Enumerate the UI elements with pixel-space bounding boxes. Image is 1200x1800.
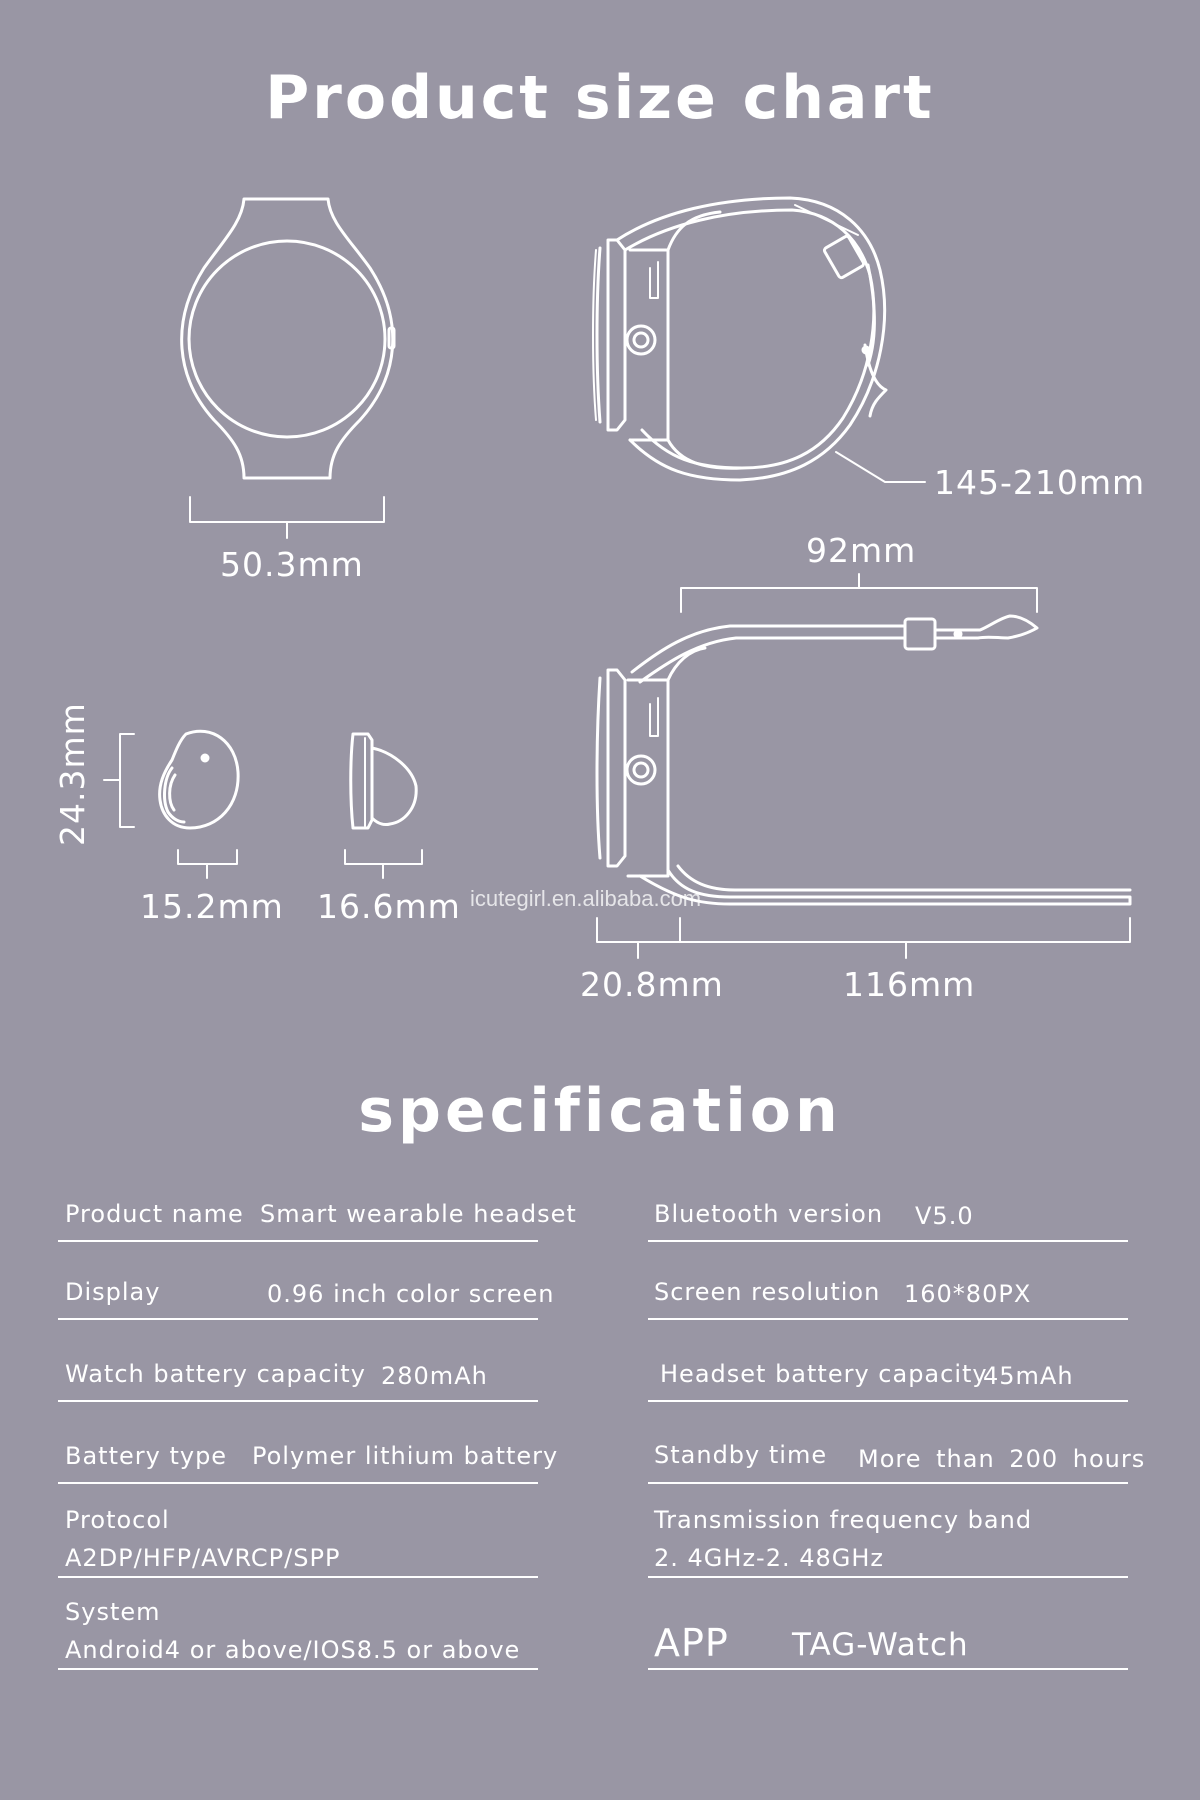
spec-label: Battery type (65, 1442, 228, 1470)
band-extension-bracket (681, 574, 1037, 612)
spec-value: More than 200 hours (858, 1445, 1146, 1473)
spec-row-headset-battery (648, 1344, 1128, 1402)
spec-value: 2. 4GHz-2. 48GHz (654, 1544, 885, 1572)
spec-value: V5.0 (915, 1202, 974, 1230)
spec-row-screen-resolution (648, 1264, 1128, 1320)
spec-label: Standby time (654, 1441, 828, 1469)
watch-side-view (593, 198, 886, 480)
band-extension-label: 92mm (806, 531, 917, 570)
spec-row-standby-time (648, 1426, 1146, 1484)
spec-value: 160*80PX (904, 1280, 1032, 1308)
specification-title: specification (358, 1076, 842, 1146)
spec-label: APP (654, 1621, 729, 1665)
earbud-side-view (351, 734, 416, 828)
watch-front-view (182, 199, 394, 478)
spec-label: System (65, 1598, 161, 1626)
watermark: icutegirl.en.alibaba.com (470, 886, 702, 911)
spec-row-bluetooth (648, 1186, 1128, 1242)
band-length-label: 116mm (843, 965, 976, 1004)
spec-label: Display (65, 1278, 161, 1306)
spec-row-display (58, 1264, 555, 1320)
spec-row-battery-type (58, 1426, 559, 1484)
spec-value: 280mAh (381, 1362, 488, 1390)
band-circumference-leader (836, 452, 925, 482)
spec-value: Android4 or above/IOS8.5 or above (65, 1636, 521, 1664)
watch-width-bracket (190, 497, 384, 538)
watch-thickness-label: 20.8mm (580, 965, 724, 1004)
spec-value: A2DP/HFP/AVRCP/SPP (65, 1544, 341, 1572)
spec-row-system (58, 1592, 538, 1670)
thickness-length-bracket (597, 918, 1130, 958)
spec-row-frequency-band (648, 1500, 1128, 1578)
earbud-brackets (104, 734, 422, 878)
earbud-front-view (160, 731, 239, 828)
spec-value: Polymer lithium battery (252, 1442, 559, 1470)
spec-row-watch-battery (58, 1344, 538, 1402)
earbud-depth-label: 16.6mm (317, 887, 461, 926)
spec-label: Bluetooth version (654, 1200, 884, 1228)
earbud-height-label: 24.3mm (53, 702, 92, 846)
watch-width-label: 50.3mm (220, 545, 364, 584)
spec-row-product-name (58, 1186, 577, 1242)
spec-label: Product name (65, 1200, 244, 1228)
spec-label: Transmission frequency band (654, 1506, 1033, 1534)
spec-label: Screen resolution (654, 1278, 881, 1306)
spec-label: Watch battery capacity (65, 1360, 366, 1388)
page-title: Product size chart (265, 63, 935, 133)
watch-open-band-view (597, 616, 1130, 904)
earbud-width-label: 15.2mm (140, 887, 284, 926)
spec-label: Protocol (65, 1506, 170, 1534)
band-circumference-label: 145-210mm (934, 463, 1146, 502)
spec-row-protocol (58, 1500, 538, 1578)
spec-value: 0.96 inch color screen (267, 1280, 555, 1308)
spec-value: TAG-Watch (792, 1627, 969, 1663)
spec-value: 45mAh (983, 1362, 1074, 1390)
spec-value: Smart wearable headset (260, 1200, 577, 1228)
spec-label: Headset battery capacity (660, 1360, 988, 1388)
spec-row-app (648, 1592, 1128, 1670)
